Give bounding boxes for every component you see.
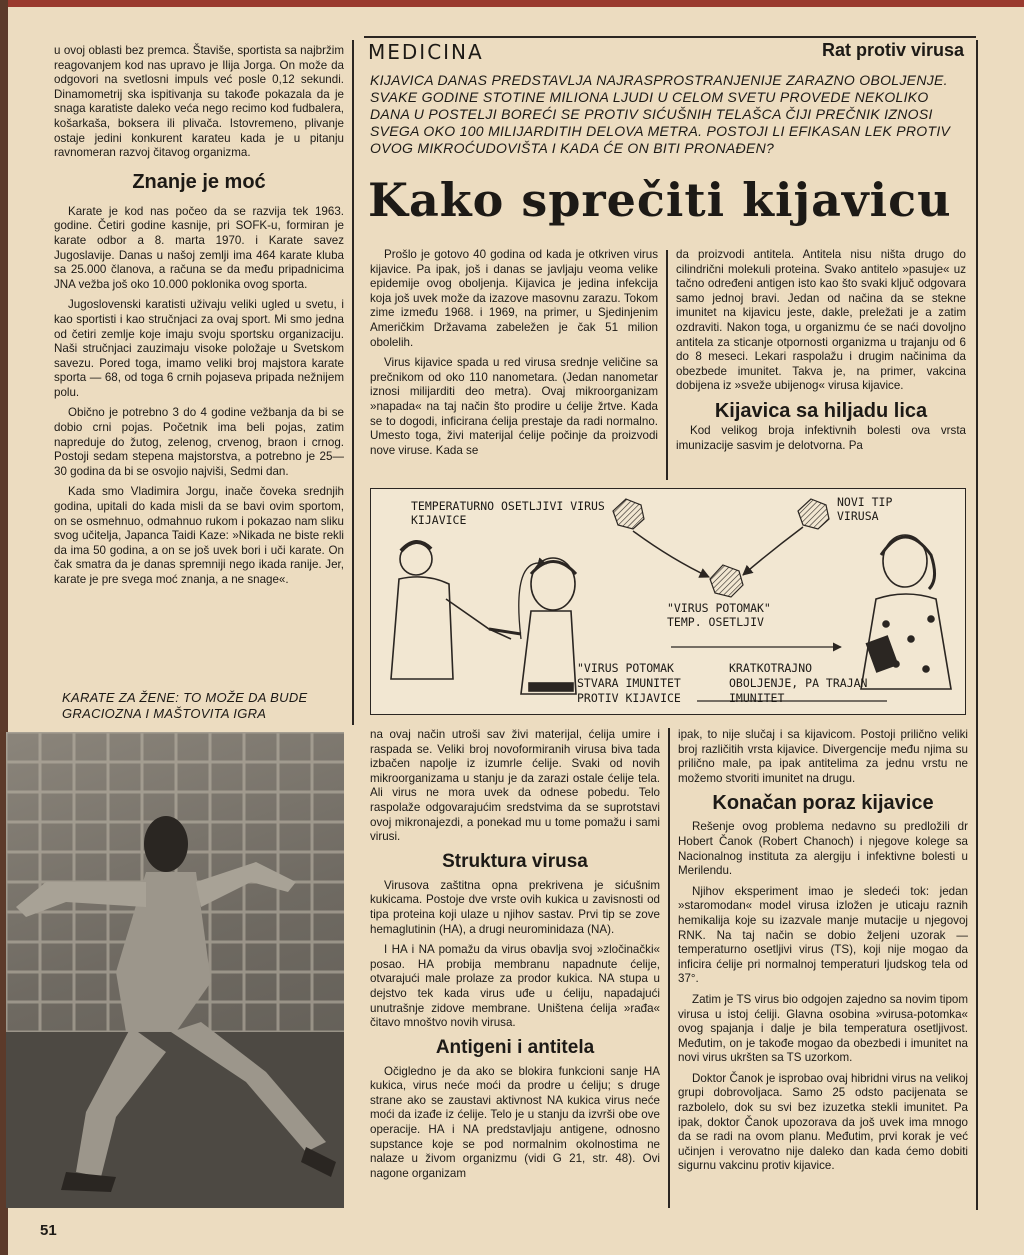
left-column <box>54 44 344 594</box>
middle-bottom-paragraph: Virusova zaštitna opna prekrivena je sićušnim kukicama. Postoje dve vrste ovih kukica u zavisnosti od tipa proteina koji ulaze u njihov sastav. Prvi tip se zove hemaglutinin (HA), a drugi neurominidaza (NA). <box>370 878 660 936</box>
virus-icon-ts <box>613 499 644 529</box>
middle-bottom-intro: na ovaj način utroši sav živi materijal, ćelija umire i raspada se. Veliki broj novoformiranih virusa biva tada izbačen napolje iz izumrle ćelije. Svaki od novih mikroorganizama u stanju je da zarazi ostale ćelije tela. Ali virus ne mora uvek da odnese pobedu. Telo raspolaže odgovarajućim sredstvima da se suprotstavi ovoj mikronajezdi, a ponekad mu u tome pomažu i sami virusi. <box>370 728 660 844</box>
karate-woman-illustration <box>6 732 344 1208</box>
label-offspring-2: TEMP. OSETLJIV <box>667 615 764 629</box>
right-paragraph: da proizvodi antitela. Antitela nisu ništa drugo do cilindrični molekuli proteina. Svako antitelo »pasuje« uz tačno određeni antigen isto kao što svaki ključ odgovara samo jednoj bravi. Jedan od načina da se stekne imunitet na kijavicu jeste, dakle, preležati je a zatim ozdraviti. Nakon toga, u organizmu će se naći dovoljno antitela za sticanje otpornosti organizma u trajanju od 6 do 8 meseci. Lekari raspolažu i drugim načinima da obezbede imunitet. Takva je, na primer, vakcina dobijena iz »sveže ubijenog« virusa kijavice. <box>676 248 966 393</box>
right-bottom-intro: ipak, to nije slučaj i sa kijavicom. Postoji prilično veliki broj različitih vrsta kijavice. Divergencije među njima su prilično male, pa ipak antitelima za jednu vrstu ne možemo stvoriti imunitet na drugu. <box>678 728 968 785</box>
doctor-figure <box>391 542 521 679</box>
subhead-znanje: Znanje je moć <box>132 170 266 193</box>
subhead-struktura: Struktura virusa <box>442 850 588 872</box>
column-rule-middle <box>666 250 668 480</box>
middle-bottom-column <box>370 728 660 1187</box>
label-short-illness: KRATKOTRAJNO OBOLJENJE, PA TRAJAN IMUNITET <box>729 661 868 705</box>
label-offspring-1: "VIRUS POTOMAK" <box>667 601 771 615</box>
label-new-type-1: NOVI TIP <box>837 495 893 509</box>
section-label: MEDICINA <box>368 40 484 64</box>
page-number: 51 <box>40 1222 57 1239</box>
middle-bottom-paragraph: I HA i NA pomažu da virus obavlja svoj »zločinački« posao. HA probija membranu napadnute ćelije, otvarajući male prolaze za prodor kukica. NA stupa u dejstvo tek kada virus uđe u ćeliju, napadajući unutrašnje zidove membrane. Uništena ćelija »rađa« čitavo mnoštvo novih virusa. <box>370 943 660 1030</box>
photo-caption: KARATE ZA ŽENE: TO MOŽE DA BUDE GRACIOZNA I MAŠTOVITA IGRA <box>62 690 308 721</box>
label-new-type-2: VIRUSA <box>837 509 879 523</box>
middle-bottom-paragraph: Očigledno je da ako se blokira funkcioni sanje HA kukica, virus neće moći da prodre u ćeliju; s druge strane ako se zaustavi aktivnost NA kukica virus neće moći da izađe iz ćelije. Telo je u stanju da izvrši obe ove operacije. HA i NA predstavljaju antigene, odnosno supstance koje se pod normalnim okolnostima ne nalaze u živom organizmu (vidi G 21, str. 48). Ovi nagone organizam <box>370 1064 660 1180</box>
virus-icon-new <box>798 499 829 529</box>
virus-icon-offspring <box>710 565 743 597</box>
right-bottom-paragraph: Njihov eksperiment imao je sledeći tok: jedan »staromodan« model virusa izložen je uticaju raznih hemikalija koje su izazvale manje mutacije u njegovoj RNK. Na taj način se dobio željeni uzorak — temperaturno osetljivi virus (TS), koji nije mogao da inficira ćelije pri normalnoj temperaturi ljudskog tela od 37°. <box>678 884 968 986</box>
left-paragraph: Karate je kod nas počeo da se razvija tek 1963. godine. Četiri godine kasnije, pri SOFK-u, formiran je karate odbor a 8. marta 1970. i Karate savez Jugoslavije. Danas u našoj zemlji ima 464 karate kluba sa 25.000 članova, a računa se da među pripadnicima JNA vežba još oko 10.000 poklonika ovog sporta. <box>54 204 344 291</box>
right-bottom-paragraph: Doktor Čanok je isprobao ovaj hibridni virus na velikoj grupi dobrovoljaca. Samo 25 odsto pacijenata se razbolelo, dok su svi bez izuzetka stekli imunitet. Pa ipak, doktor Čanok upozorava da još uvek ima mnogo da se radi na ovom planu. Međutim, prvi korak je već učinjen i verovatno nije daleko dan kada ćemo dobiti sigurnu vakcinu protiv kijavice. <box>678 1071 968 1173</box>
headline: Kako sprečiti kijavicu <box>368 173 952 227</box>
karate-photo <box>6 732 344 1208</box>
kicker-text: KIJAVICA DANAS PREDSTAVLJA NAJRASPROSTRANJENIJE ZARAZNO OBOLJENJE. SVAKE GODINE STOTINE MILIONA LJUDI U CELOM SVETU PROVEDE NEKOLIKO DANA U POSTELJI BOREĆI SE PROTIV SIĆUŠNIH TELAŠCA ČIJI PREČNIK IZNOSI SVEGA OKO 100 MILIJARDITIH DELOVA METRA. POSTOJI LI EFIKASAN LEK PROTIV OVOG MIKROĆUDOVIŠTA I KADA ĆE ON BITI PRONAĐEN? <box>370 72 951 156</box>
column-rule-left <box>352 40 354 725</box>
virus-diagram <box>370 488 966 715</box>
patient-figure <box>521 558 576 694</box>
right-bottom-paragraph: Zatim je TS virus bio odgojen zajedno sa novim tipom virusa u istoj ćeliji. Glavna osobina »virusa-potomka« ovog spajanja i dalje je bila temperatura osetljivost. Međutim, on je takođe mogao da obezbedi i imunitet na novi virus ukršten sa TS uzorkom. <box>678 992 968 1065</box>
right-paragraph: Kod velikog broja infektivnih bolesti ova vrsta imunizacije sasvim je delotvorna. Pa <box>676 423 966 452</box>
right-margin-rule <box>976 40 978 1210</box>
column-rule-bottom <box>668 728 670 1208</box>
subhead-konacan: Konačan poraz kijavice <box>712 792 934 815</box>
label-offspring-immunity: "VIRUS POTOMAK STVARA IMUNITET PROTIV KIJAVICE <box>577 661 681 705</box>
left-paragraph: Obično je potrebno 3 do 4 godine vežbanja da bi se dobio crni pojas. Početnik ima beli pojas, zatim napreduje do žutog, zelenog, crvenog, braon i crnog. Postoji sedam stepena majstorstva, a potrebno je 25—30 godina da bi se osvojio najviši, Sedmi dan. <box>54 406 344 478</box>
left-paragraph: Kada smo Vladimira Jorgu, inače čoveka srednjih godina, upitali do kada misli da se bavi ovim sportom, on se osmehnuo, odmahnuo rukom i pokazao nam sliku svog učitelja, Japanca Taidi Kaze: »Nikada ne biste rekli da ima 50 godina, a on se još uvek bori i uči karate. On čak smatra da je danas spremniji nego ikada ranije. Jer, karate je pre svega moć znanja, a ne snage«. <box>54 485 344 586</box>
middle-paragraph: Prošlo je gotovo 40 godina od kada je otkriven virus kijavice. Pa ipak, još i danas se javljaju veoma velike epidemije ovog oboljenja. Kijavica je jedina infekcija koja još uvek može da izazove masovnu zarazu. Tokom zime između 1968. i 1969, na primer, u Sjedinjenim Američkim Državama zabeležen je čak 51 milion obolelih. <box>370 248 658 349</box>
left-intro-text: u ovoj oblasti bez premca. Štaviše, sportista sa najbržim reagovanjem kod nas upravo je Ilija Jorga. On može da odgovori na svetlosni impuls već posle 0,12 sekundi. Dinamometrij ska ispitivanja su takođe pokazala da je snaga karatiste daleko veća nego recimo kod fudbalera, košarkaša, boksera ili plivača. Istovremeno, plivanje ostaje jedini konkurent karateu kada je u pitanju ravnomeran razvoj čitavog organizma. <box>54 44 344 160</box>
subhead-kijavica: Kijavica sa hiljadu lica <box>714 399 928 422</box>
left-paragraph: Jugoslovenski karatisti uživaju veliki ugled u svetu, i kao sportisti i kao stručnjaci za ovaj sport. Mi smo jedna od četiri zemlje koje imaju svoju sportsku organizaciju. Naši stručnjaci zauzimaju visoke položaje u Svetskom savezu. Pored toga, imamo veliki broj majstora karate sporta — 68, od toga 6 crnih pojaseva pripada nežnijem polu. <box>54 298 344 399</box>
middle-paragraph: Virus kijavice spada u red virusa srednje veličine sa prečnikom od oko 110 nanometara. (Jedan nanometar iznosi milijarditi deo metra). Ovaj mikroorganizam »napada« na taj način što prodire u ćelije žrtve. Kada se to dogodi, inficirana ćelija prestaje da radi normalno. Umesto toga, živi materijal ćelije počinje da proizvodi nove viruse. Kada se <box>370 356 658 457</box>
right-bottom-paragraph: Rešenje ovog problema nedavno su predložili dr Hobert Čanok (Robert Chanoch) i njegove kolege sa Nacionalnog instituta za alergiju i infektivne bolesti u Merilendu. <box>678 820 968 878</box>
middle-top-column <box>370 248 658 464</box>
right-top-column <box>676 248 966 459</box>
subhead-antigeni: Antigeni i antitela <box>435 1036 595 1058</box>
header-rule <box>364 36 976 38</box>
top-edge-strip <box>0 0 1024 7</box>
right-bottom-column <box>678 728 968 1180</box>
rubric-title: Rat protiv virusa <box>821 40 964 60</box>
label-ts-virus: TEMPERATURNO OSETLJIVI VIRUS KIJAVICE <box>411 499 605 527</box>
